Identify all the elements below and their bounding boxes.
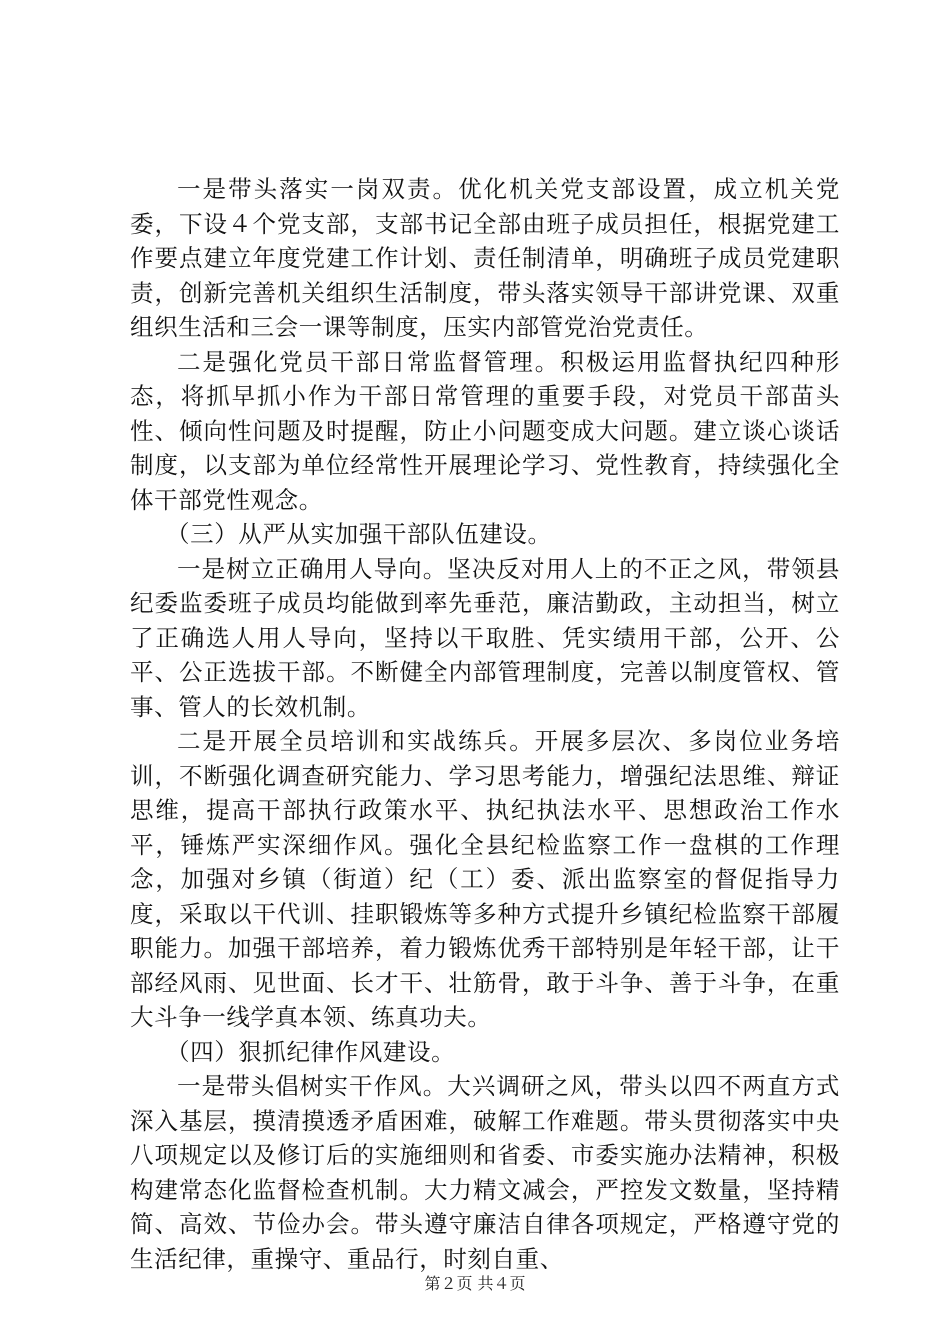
section-heading-3: （三）从严从实加强干部队伍建设。 xyxy=(166,520,552,548)
paragraph-4: 一是树立正确用人导向。坚决反对用人上的不正之风，带领县纪委监委班子成员均能做到率先垂范，廉洁勤政，主动担当，树立了正确选人用人导向，坚持以干取胜、凭实绩用干部，公开、公平、公正选拔干部。不断健全内部管理制度，完善以制度管权、管事、管人的长效机制。 xyxy=(130,554,840,721)
paragraph-7: 一是带头倡树实干作风。大兴调研之风，带头以四不两直方式深入基层，摸清摸透矛盾困难，破解工作难题。带头贯彻落实中央八项规定以及修订后的实施细则和省委、市委实施办法精神，积极构建常态化监督检查机制。大力精文减会，严控发文数量，坚持精简、高效、节俭办会。带头遵守廉洁自律各项规定，严格遵守党的生活纪律，重操守、重品行，时刻自重、 xyxy=(130,1072,840,1273)
page-footer: 第２页 共４页 xyxy=(424,1274,526,1293)
paragraph-5: 二是开展全员培训和实战练兵。开展多层次、多岗位业务培训，不断强化调查研究能力、学习思考能力，增强纪法思维、辩证思维，提高干部执行政策水平、执纪执法水平、思想政治工作水平，锤炼严实深细作风。强化全县纪检监察工作一盘棋的工作理念，加强对乡镇（街道）纪（工）委、派出监察室的督促指导力度，采取以干代训、挂职锻炼等多种方式提升乡镇纪检监察干部履职能力。加强干部培养，着力锻炼优秀干部特别是年轻干部，让干部经风雨、见世面、长才干、壮筋骨，敢于斗争、善于斗争，在重大斗争一线学真本领、练真功夫。 xyxy=(130,727,840,1031)
document-body xyxy=(130,172,840,1276)
section-heading-4: （四）狠抓纪律作风建设。 xyxy=(166,1037,456,1066)
paragraph-2: 二是强化党员干部日常监督管理。积极运用监督执纪四种形态，将抓早抓小作为干部日常管理的重要手段，对党员干部苗头性、倾向性问题及时提醒，防止小问题变成大问题。建立谈心谈话制度，以支部为单位经常性开展理论学习、党性教育，持续强化全体干部党性观念。 xyxy=(130,347,840,514)
paragraph-1: 一是带头落实一岗双责。优化机关党支部设置，成立机关党委，下设４个党支部，支部书记全部由班子成员担任，根据党建工作要点建立年度党建工作计划、责任制清单，明确班子成员党建职责，创新完善机关组织生活制度，带头落实领导干部讲党课、双重组织生活和三会一课等制度，压实内部管党治党责任。 xyxy=(130,175,840,341)
